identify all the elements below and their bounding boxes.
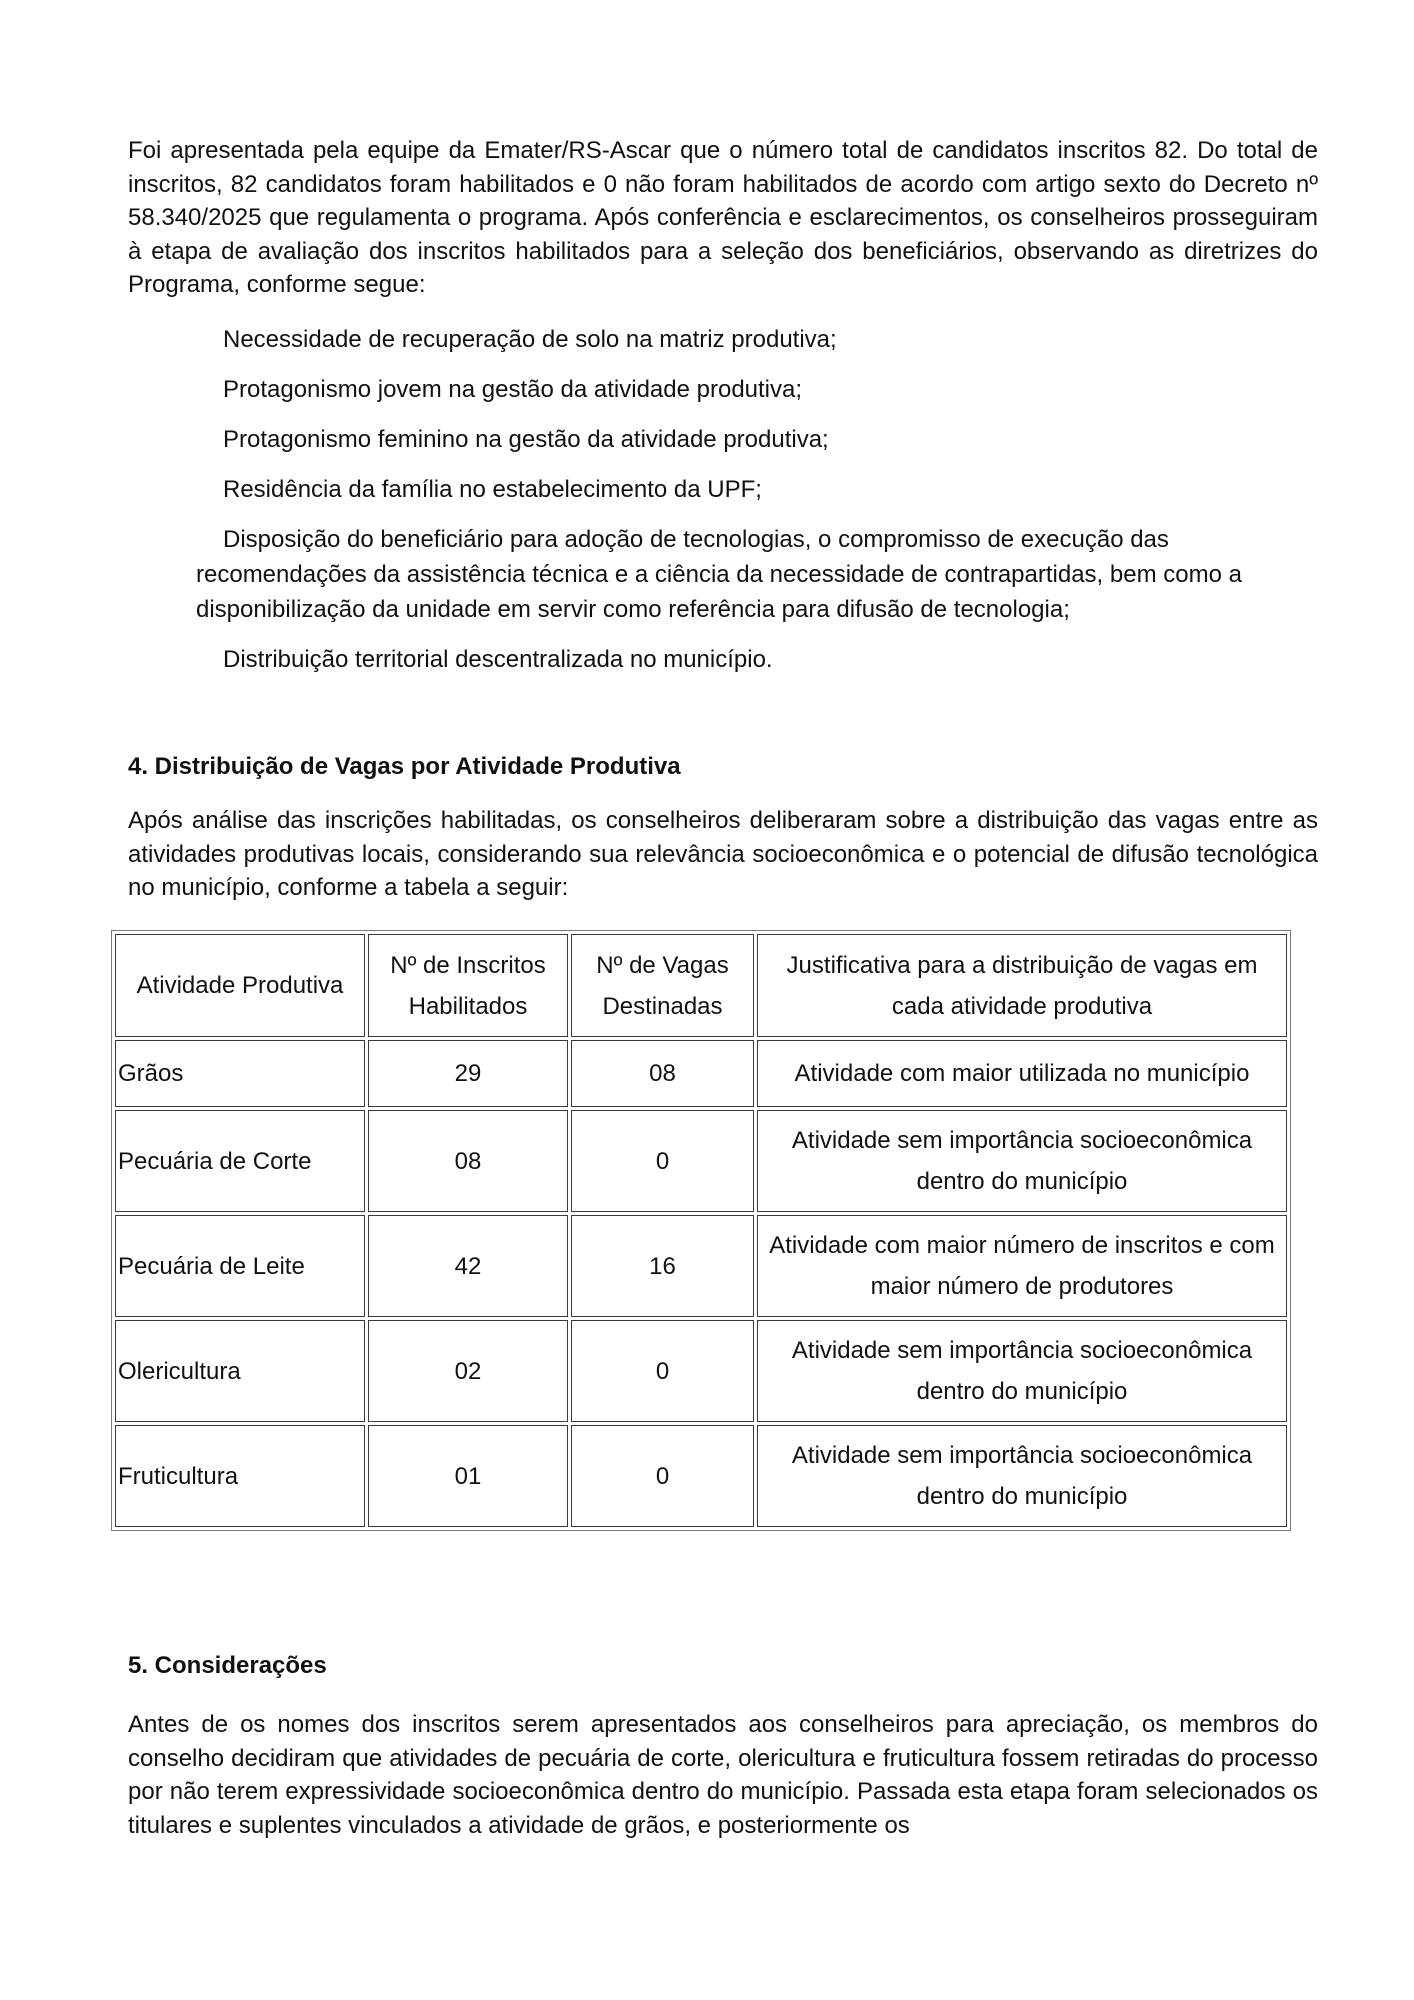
cell-inscritos: 42 [368,1215,568,1317]
section-5-paragraph: Antes de os nomes dos inscritos serem apresentados aos conselheiros para apreciação, os membros do conselho decidiram que atividades de pecuária de corte, olericultura e fruticultura fossem retiradas do processo por não terem expressividade socioeconômica dentro do município. Passada esta etapa foram selecionados os titulares e suplentes vinculados a atividade de grãos, e posteriormente os [128,1711,1318,1839]
cell-inscritos: 02 [368,1320,568,1422]
criteria-list [196,322,1296,692]
cell-vagas: 0 [571,1110,754,1212]
cell-justificativa: Atividade sem importância socioeconômica dentro do município [757,1425,1287,1527]
cell-justificativa: Atividade sem importância socioeconômica dentro do município [757,1320,1287,1422]
cell-atividade: Pecuária de Leite [115,1215,365,1317]
header-atividade: Atividade Produtiva [115,934,365,1037]
cell-vagas: 16 [571,1215,754,1317]
cell-atividade: Fruticultura [115,1425,365,1527]
criteria-item: Disposição do beneficiário para adoção de tecnologias, o compromisso de execução das recomendações da assistência técnica e a ciência da necessidade de contrapartidas, bem como a disponibilização da unidade em servir como referência para difusão de tecnologia; [196,526,1242,623]
table-row [115,1040,1287,1107]
cell-justificativa: Atividade sem importância socioeconômica dentro do município [757,1110,1287,1212]
criteria-item: Distribuição territorial descentralizada no município. [223,646,773,673]
cell-justificativa: Atividade com maior número de inscritos e com maior número de produtores [757,1215,1287,1317]
criteria-item: Residência da família no estabelecimento da UPF; [223,476,762,503]
cell-atividade: Pecuária de Corte [115,1110,365,1212]
table-row [115,1110,1287,1212]
criteria-item: Protagonismo jovem na gestão da atividade produtiva; [223,376,803,403]
table-row [115,1425,1287,1527]
criteria-item: Necessidade de recuperação de solo na matriz produtiva; [223,326,837,353]
section-4-paragraph: Após análise das inscrições habilitadas, os conselheiros deliberaram sobre a distribuição das vagas entre as atividades produtivas locais, considerando sua relevância socioeconômica e o potencial de difusão tecnológica no município, conforme a tabela a seguir: [128,807,1318,901]
table-row [115,1215,1287,1317]
header-justificativa: Justificativa para a distribuição de vagas em cada atividade produtiva [757,934,1287,1037]
cell-atividade: Olericultura [115,1320,365,1422]
cell-inscritos: 08 [368,1110,568,1212]
intro-paragraph: Foi apresentada pela equipe da Emater/RS-Ascar que o número total de candidatos inscritos 82. Do total de inscritos, 82 candidatos foram habilitados e 0 não foram habilitados de acordo com artigo sexto do Decreto nº 58.340/2025 que regulamenta o programa. Após conferência e esclarecimentos, os conselheiros prosseguiram à etapa de avaliação dos inscritos habilitados para a seleção dos beneficiários, observando as diretrizes do Programa, conforme segue: [128,137,1318,298]
cell-inscritos: 29 [368,1040,568,1107]
cell-vagas: 08 [571,1040,754,1107]
table-header-row [115,934,1287,1037]
cell-atividade: Grãos [115,1040,365,1107]
section-5-heading: 5. Considerações [128,1652,327,1679]
vagas-distribution-table [111,930,1291,1531]
cell-inscritos: 01 [368,1425,568,1527]
table-row [115,1320,1287,1422]
criteria-item: Protagonismo feminino na gestão da atividade produtiva; [223,426,829,453]
header-vagas: Nº de Vagas Destinadas [571,934,754,1037]
header-inscritos: Nº de Inscritos Habilitados [368,934,568,1037]
cell-vagas: 0 [571,1425,754,1527]
cell-vagas: 0 [571,1320,754,1422]
cell-justificativa: Atividade com maior utilizada no município [757,1040,1287,1107]
section-4-heading: 4. Distribuição de Vagas por Atividade Produtiva [128,753,681,780]
